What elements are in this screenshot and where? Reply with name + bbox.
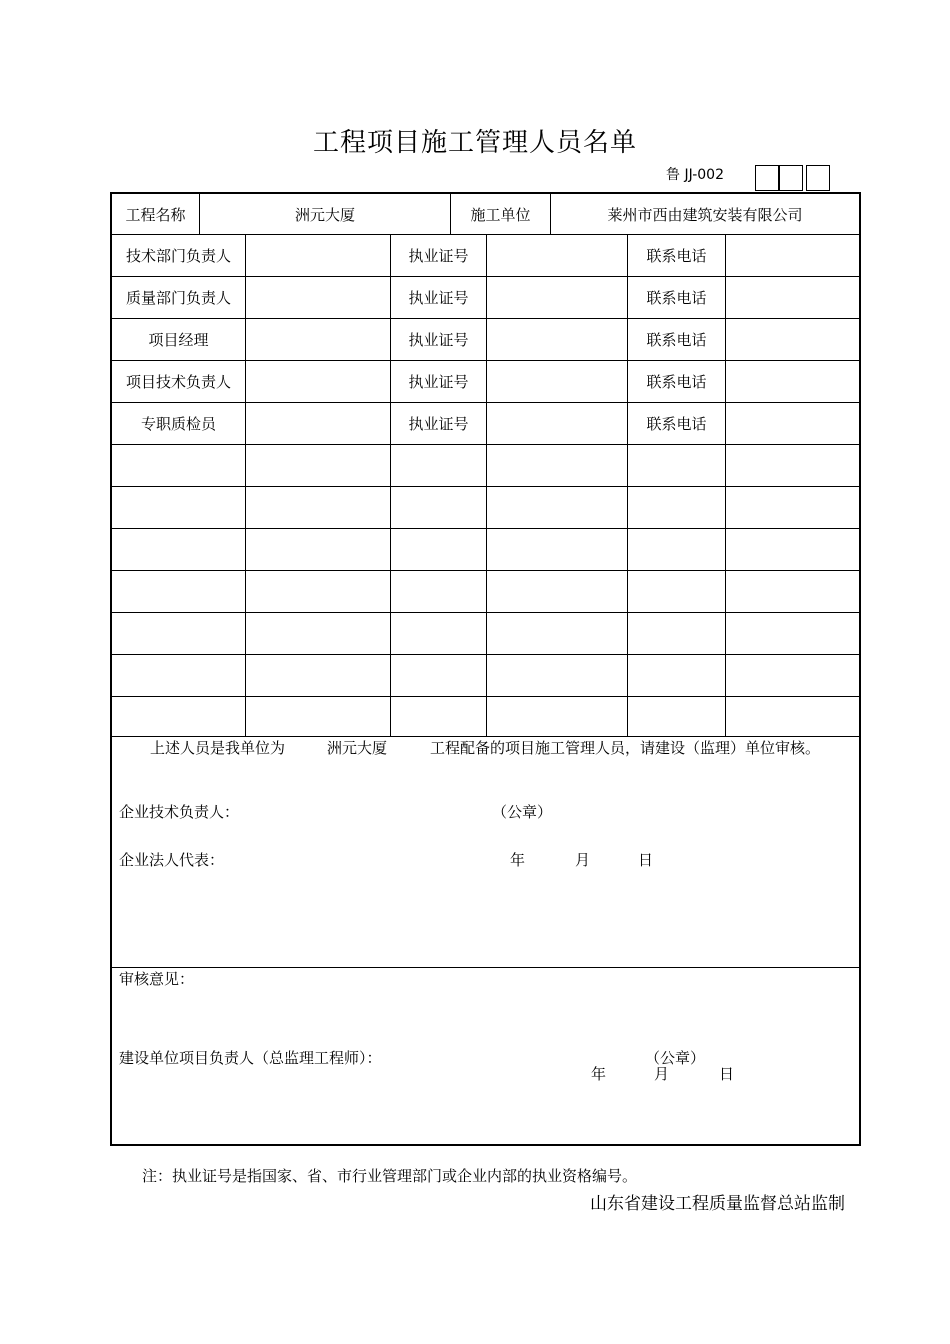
- project-name-value[interactable]: 洲元大厦: [294, 205, 355, 224]
- col-divider: [245, 234, 246, 736]
- phone-label: 联系电话: [646, 288, 707, 307]
- supervisor-footer: 山东省建设工程质量监督总站监制: [590, 1194, 845, 1214]
- declaration-project: 洲元大厦: [327, 739, 388, 757]
- review-opinion-label: 审核意见：: [119, 970, 195, 988]
- code-box-2[interactable]: [779, 165, 803, 191]
- section-divider: [112, 967, 859, 968]
- review-seal-label: （公章）: [645, 1049, 706, 1067]
- page-title: 工程项目施工管理人员名单: [312, 128, 637, 158]
- role-label: 质量部门负责人: [125, 288, 231, 307]
- license-label: 执业证号: [408, 414, 469, 433]
- license-label: 执业证号: [408, 246, 469, 265]
- owner-representative-label: 建设单位项目负责人（总监理工程师）：: [119, 1049, 382, 1067]
- form-code: 鲁 JJ-002: [666, 167, 724, 183]
- year-label: 年: [510, 851, 526, 869]
- contractor-value[interactable]: 莱州市西由建筑安装有限公司: [607, 205, 803, 224]
- license-label: 执业证号: [408, 288, 469, 307]
- code-box-3[interactable]: [806, 165, 830, 191]
- review-day-label: 日: [719, 1065, 735, 1083]
- role-label: 技术部门负责人: [125, 246, 231, 265]
- phone-label: 联系电话: [646, 330, 707, 349]
- seal-label: （公章）: [492, 803, 553, 821]
- month-label: 月: [575, 851, 591, 869]
- role-label: 项目技术负责人: [125, 372, 231, 391]
- phone-label: 联系电话: [646, 414, 707, 433]
- declaration-prefix: 上述人员是我单位为: [150, 739, 286, 757]
- declaration-suffix: 工程配备的项目施工管理人员，请建设（监理）单位审核。: [430, 739, 821, 757]
- license-label: 执业证号: [408, 372, 469, 391]
- legal-rep-label: 企业法人代表：: [119, 851, 225, 869]
- phone-label: 联系电话: [646, 372, 707, 391]
- tech-head-label: 企业技术负责人：: [119, 803, 240, 821]
- code-box-1[interactable]: [755, 165, 779, 191]
- day-label: 日: [638, 851, 654, 869]
- project-name-label: 工程名称: [125, 205, 186, 224]
- review-month-label: 月: [654, 1065, 670, 1083]
- role-label: 项目经理: [148, 330, 209, 349]
- license-label: 执业证号: [408, 330, 469, 349]
- col-divider: [725, 234, 726, 736]
- form-table: [110, 192, 861, 1146]
- phone-label: 联系电话: [646, 246, 707, 265]
- review-year-label: 年: [591, 1065, 607, 1083]
- contractor-label: 施工单位: [470, 205, 531, 224]
- footnote: 注：执业证号是指国家、省、市行业管理部门或企业内部的执业资格编号。: [142, 1167, 638, 1185]
- role-label: 专职质检员: [140, 414, 216, 433]
- col-divider: [486, 234, 487, 736]
